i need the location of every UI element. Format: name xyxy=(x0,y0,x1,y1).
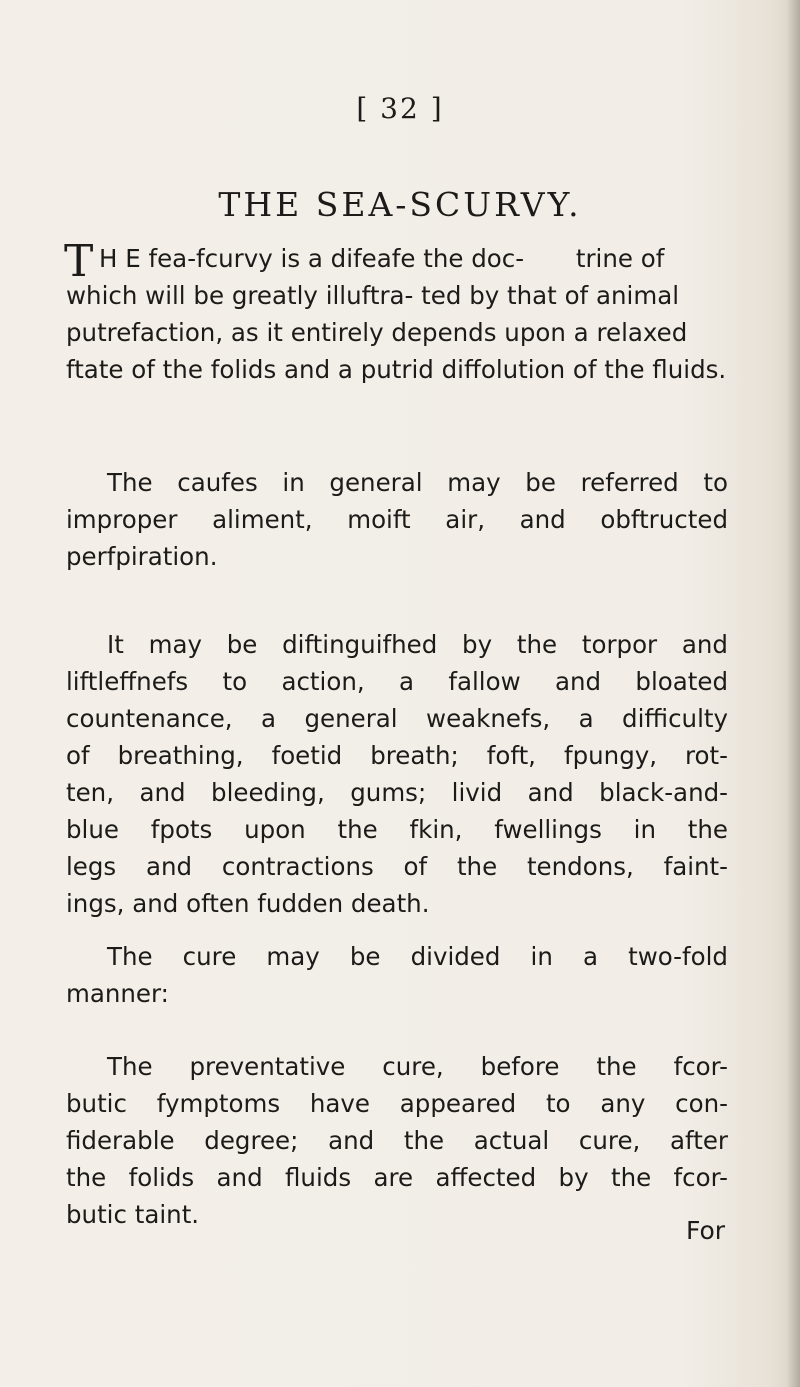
catchword: For xyxy=(686,1216,726,1245)
text-line: liftleffnefs to action, a fallow and bloated xyxy=(66,667,728,696)
text-line: fiderable degree; and the actual cure, after xyxy=(66,1126,728,1155)
paragraph-3 xyxy=(66,626,728,922)
text-line: butic fymptoms have appeared to any con- xyxy=(66,1089,728,1118)
text-line: ted by that of animal putrefaction, as it xyxy=(66,281,680,347)
text-line: The preventative cure, before the fcor- xyxy=(107,1052,728,1081)
text-line: entirely depends upon a relaxed ftate of the xyxy=(66,318,688,384)
text-line: It may be diftinguifhed by the torpor and xyxy=(107,630,728,659)
text-line: The caufes in general may be referred to xyxy=(107,468,728,497)
text-line: manner: xyxy=(66,979,169,1008)
text-line: trine of which will be greatly illuftra- xyxy=(66,244,665,310)
text-line: butic taint. xyxy=(66,1200,200,1229)
paragraph-1 xyxy=(64,236,728,388)
drop-cap-letter: T xyxy=(64,236,94,287)
text-line: folids and a putrid diffolution of the fluids. xyxy=(210,355,727,384)
text-line: ten, and bleeding, gums; livid and black-and- xyxy=(66,778,728,807)
text-line: ings, and often fudden death. xyxy=(66,889,430,918)
text-line: countenance, a general weaknefs, a difficulty xyxy=(66,704,728,733)
paragraph-4 xyxy=(66,938,728,1012)
text-line: of breathing, foetid breath; foft, fpungy, rot- xyxy=(66,741,728,770)
text-line: perfpiration. xyxy=(66,542,218,571)
text-line: blue fpots upon the fkin, fwellings in the xyxy=(66,815,728,844)
text-line: improper aliment, moift air, and obftructed xyxy=(66,505,728,534)
chapter-title: THE SEA-SCURVY. xyxy=(218,185,582,224)
text-line: H E fea-fcurvy is a difeafe the doc- xyxy=(99,244,525,273)
paragraph-2 xyxy=(66,464,728,575)
text-line: The cure may be divided in a two-fold xyxy=(107,942,728,971)
page-number-header: [ 32 ] xyxy=(356,92,444,125)
paragraph-5 xyxy=(66,1048,728,1233)
text-line: legs and contractions of the tendons, faint- xyxy=(66,852,728,881)
text-line: the folids and fluids are affected by the fcor- xyxy=(66,1163,728,1192)
